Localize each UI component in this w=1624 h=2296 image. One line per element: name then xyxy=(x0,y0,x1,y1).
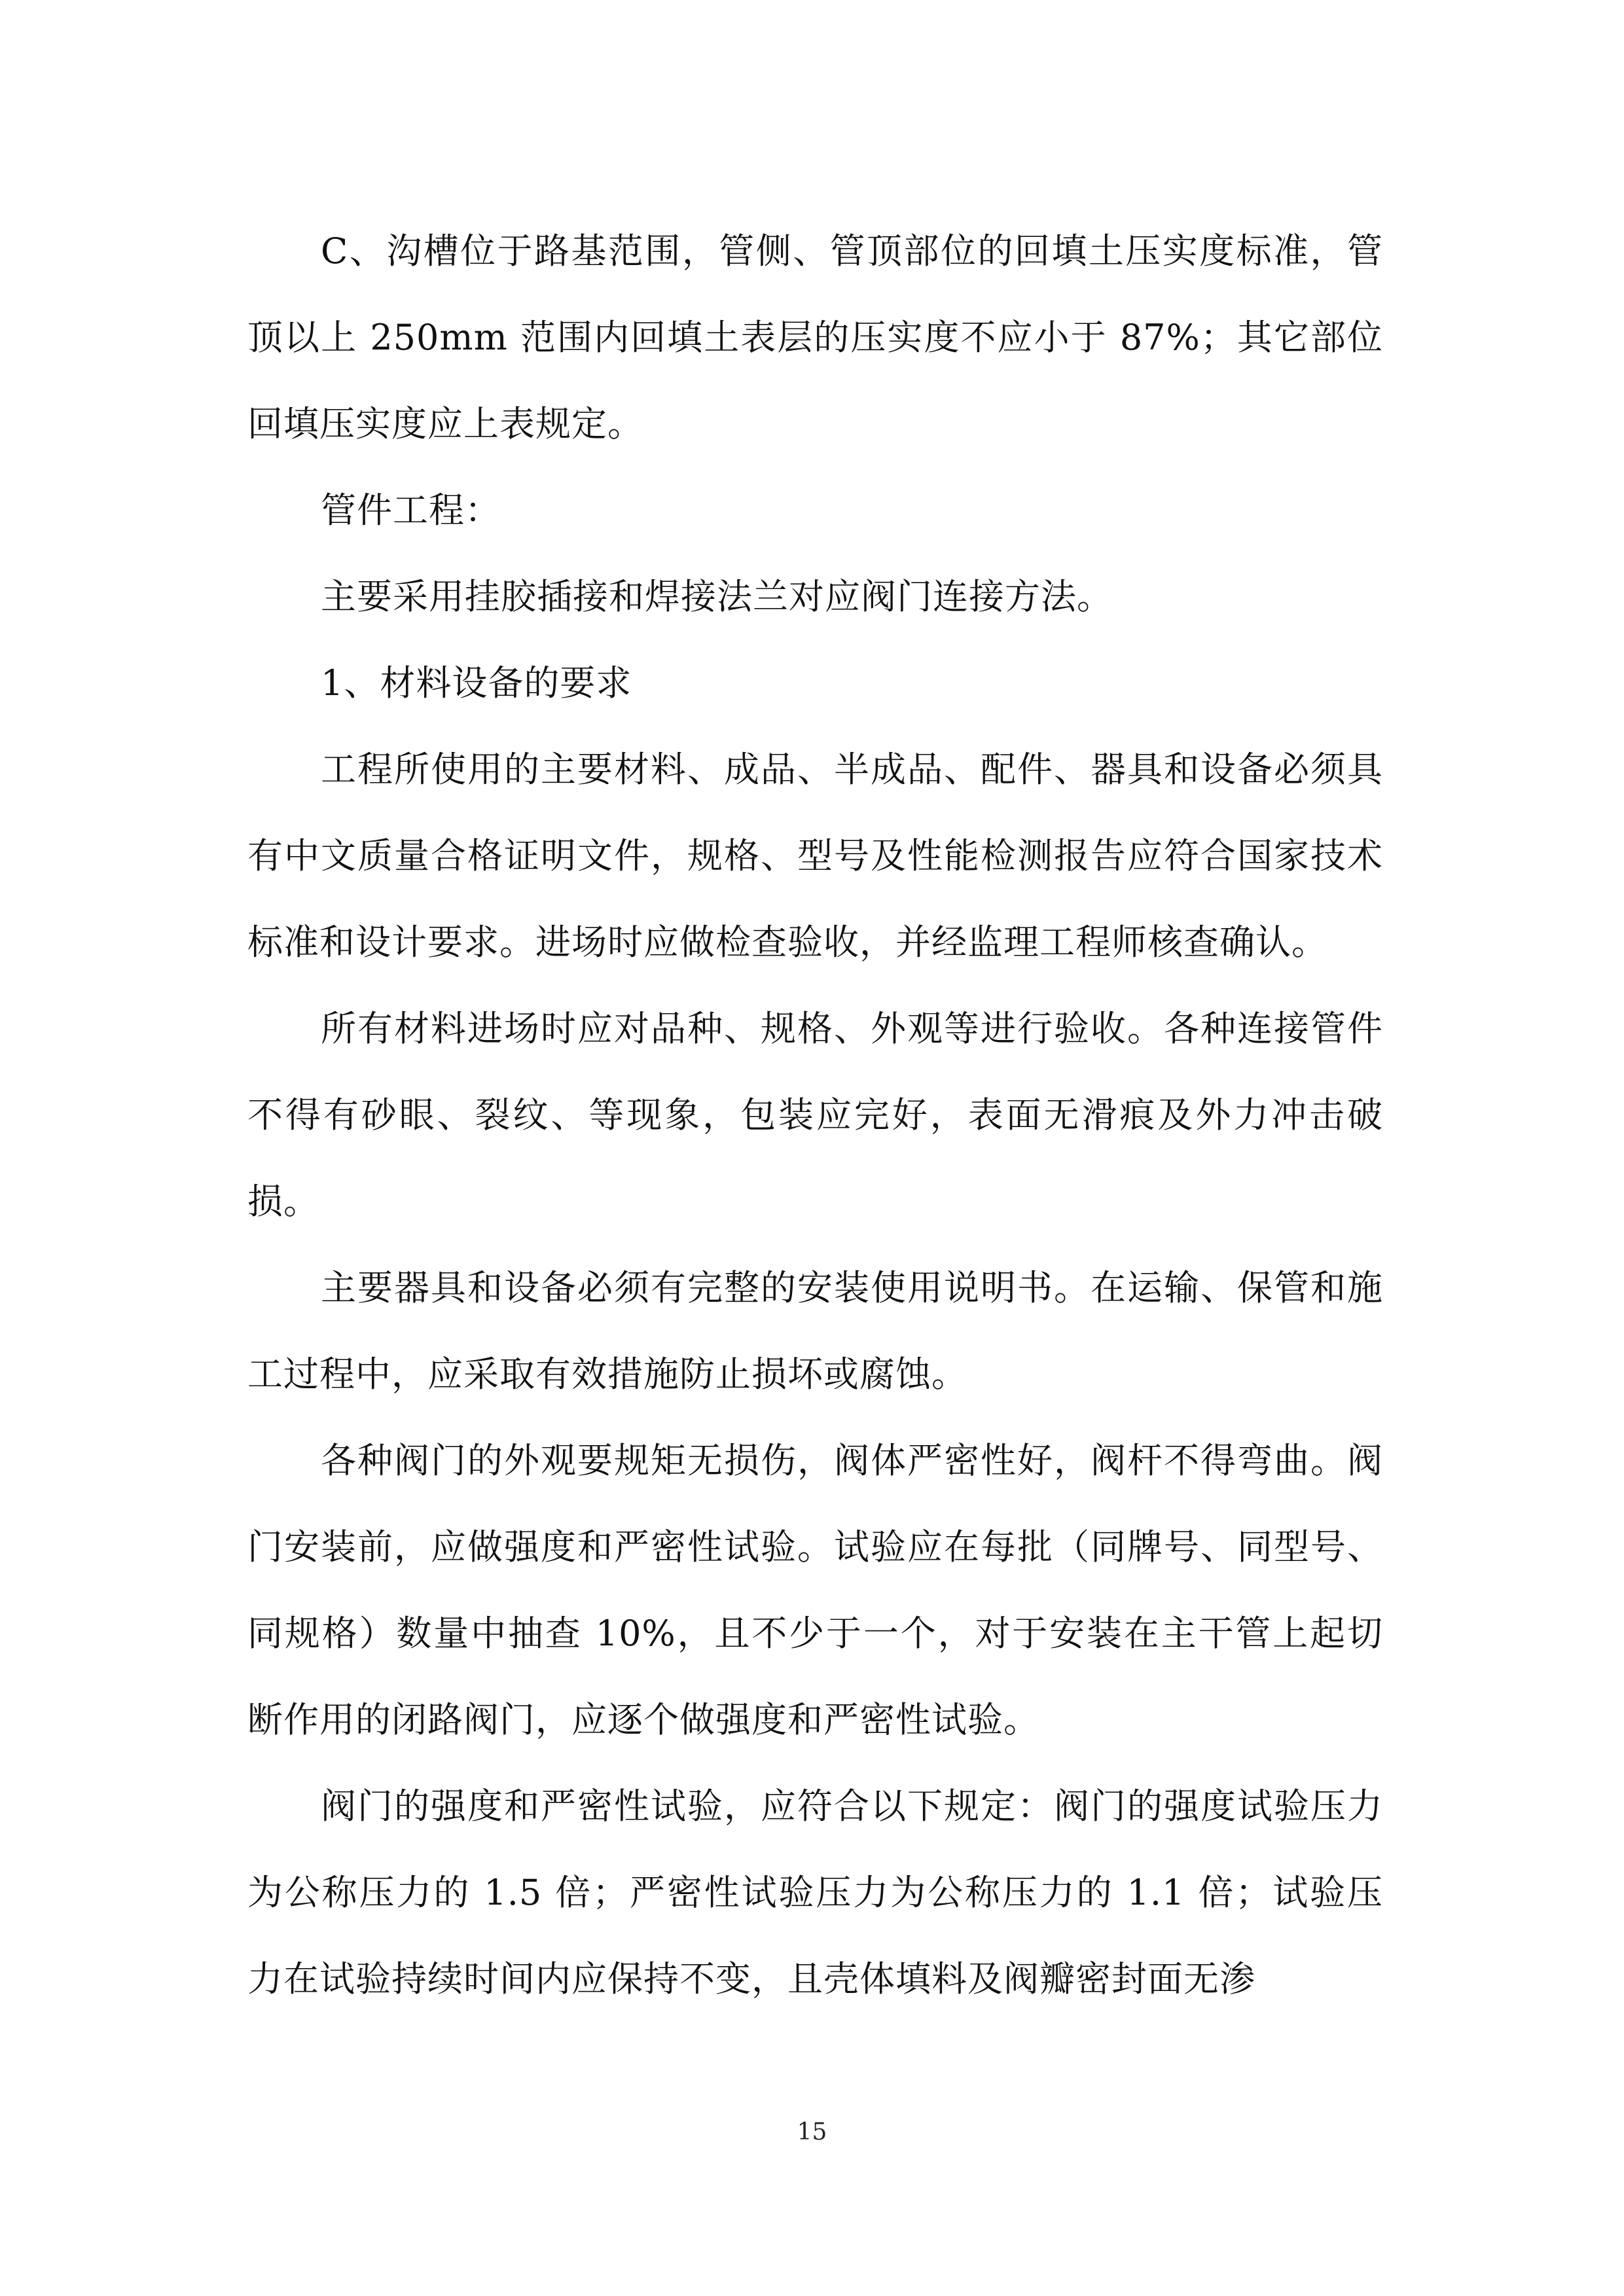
body-text xyxy=(247,208,1383,2022)
paragraph-materials-certification: 工程所使用的主要材料、成品、半成品、配件、器具和设备必须具有中文质量合格证明文件，规格、型号及性能检测报告应符合国家技术标准和设计要求。进场时应做检查验收，并经监理工程师核查确认。 xyxy=(247,749,1383,963)
paragraph-connection-method: 主要采用挂胶插接和焊接法兰对应阀门连接方法。 xyxy=(321,576,1113,617)
paragraph-fittings-heading: 管件工程： xyxy=(321,490,501,531)
paragraph-materials-inspection: 所有材料进场时应对品种、规格、外观等进行验收。各种连接管件不得有砂眼、裂纹、等现象，包装应完好，表面无滑痕及外力冲击破损。 xyxy=(247,1008,1383,1222)
paragraph-valve-appearance: 各种阀门的外观要规矩无损伤，阀体严密性好，阀杆不得弯曲。阀门安装前，应做强度和严密性试验。试验应在每批（同牌号、同型号、同规格）数量中抽查 10%，且不少于一个，对于安装在主干管上起切断作用的闭路阀门，应逐个做强度和严密性试验。 xyxy=(247,1440,1383,1740)
paragraph-equipment-manuals: 主要器具和设备必须有完整的安装使用说明书。在运输、保管和施工过程中，应采取有效措施防止损坏或腐蚀。 xyxy=(247,1267,1383,1395)
paragraph-valve-testing: 阀门的强度和严密性试验，应符合以下规定：阀门的强度试验压力为公称压力的 1.5 倍；严密性试验压力为公称压力的 1.1 倍；试验压力在试验持续时间内应保持不变，且壳体填料及阀瓣密封面无渗 xyxy=(247,1785,1383,2000)
paragraph-backfill-compaction: C、沟槽位于路基范围，管侧、管顶部位的回填土压实度标准，管顶以上 250mm 范围内回填土表层的压实度不应小于 87%；其它部位回填压实度应上表规定。 xyxy=(247,230,1383,444)
paragraph-materials-heading: 1、材料设备的要求 xyxy=(321,662,632,704)
page-number: 15 xyxy=(797,2119,827,2145)
